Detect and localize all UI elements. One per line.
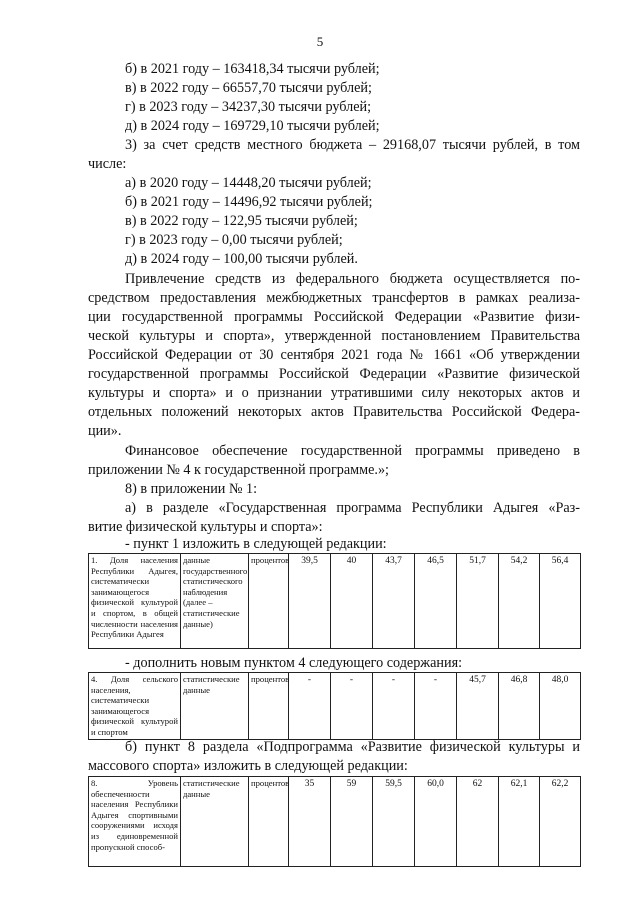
text-line: Финансовое обеспечение государственной программы приведено в bbox=[125, 443, 580, 459]
text-line: средством предоставления межбюджетных трансфертов в рамках реализа- bbox=[88, 290, 580, 306]
text-line: Привлечение средств из федерального бюджета осуществляется по- bbox=[125, 271, 580, 287]
text-line: государственной программы Российской Федерации «Развитие физической bbox=[88, 366, 580, 382]
value-cell: 62 bbox=[457, 777, 499, 867]
text-line: - дополнить новым пунктом 4 следующего содержания: bbox=[125, 655, 463, 671]
text-line: витие физической культуры и спорта»: bbox=[88, 519, 323, 535]
text-line: массового спорта» изложить в следующей редакции: bbox=[88, 758, 408, 774]
table-row bbox=[89, 777, 581, 867]
indicator-table-1 bbox=[88, 553, 581, 649]
text-line: числе: bbox=[88, 156, 127, 172]
indicator-table-2 bbox=[88, 672, 581, 740]
value-cell: 39,5 bbox=[289, 554, 331, 649]
value-cell: 62,1 bbox=[499, 777, 540, 867]
text-line: г) в 2023 году – 34237,30 тысячи рублей; bbox=[125, 99, 372, 115]
unit-cell: процентов bbox=[249, 777, 289, 867]
value-cell: - bbox=[373, 673, 415, 740]
source-cell: статистические данные bbox=[181, 777, 249, 867]
text-line: 3) за счет средств местного бюджета – 29168,07 тысячи рублей, в том bbox=[125, 137, 580, 153]
text-line: отдельных положений некоторых актов Правительства Российской Федера- bbox=[88, 404, 580, 420]
unit-cell: процентов bbox=[249, 554, 289, 649]
text-line: г) в 2023 году – 0,00 тысячи рублей; bbox=[125, 232, 343, 248]
text-line: д) в 2024 году – 100,00 тысячи рублей. bbox=[125, 251, 358, 267]
value-cell: 45,7 bbox=[457, 673, 499, 740]
value-cell: 60,0 bbox=[415, 777, 457, 867]
value-cell: 59,5 bbox=[373, 777, 415, 867]
value-cell: 51,7 bbox=[457, 554, 499, 649]
indicator-table-3 bbox=[88, 776, 581, 867]
value-cell: - bbox=[289, 673, 331, 740]
text-line: в) в 2022 году – 66557,70 тысячи рублей; bbox=[125, 80, 372, 96]
table-row bbox=[89, 673, 581, 740]
value-cell: 54,2 bbox=[499, 554, 540, 649]
text-line: б) пункт 8 раздела «Подпрограмма «Развитие физической культуры и bbox=[125, 739, 580, 755]
value-cell: 48,0 bbox=[540, 673, 581, 740]
text-line: а) в 2020 году – 14448,20 тысячи рублей; bbox=[125, 175, 372, 191]
indicator-cell: 8. Уровень обеспеченности населения Республики Адыгея спортивными сооружениями исходя из единовременной пропускной способ- bbox=[89, 777, 181, 867]
value-cell: - bbox=[415, 673, 457, 740]
text-line: ческой культуры и спорта», утвержденной постановлением Правительства bbox=[88, 328, 580, 344]
text-line: приложении № 4 к государственной программе.»; bbox=[88, 462, 389, 478]
source-cell: данные государственного статистического наблюдения (далее – статистические данные) bbox=[181, 554, 249, 649]
value-cell: 40 bbox=[331, 554, 373, 649]
text-line: б) в 2021 году – 163418,34 тысячи рублей; bbox=[125, 61, 380, 77]
indicator-cell: 4. Доля сельского населения, систематически занимающегося физической культурой и спортом bbox=[89, 673, 181, 740]
text-line: в) в 2022 году – 122,95 тысячи рублей; bbox=[125, 213, 358, 229]
table-row bbox=[89, 554, 581, 649]
value-cell: 46,5 bbox=[415, 554, 457, 649]
text-line: ции». bbox=[88, 423, 122, 439]
text-line: а) в разделе «Государственная программа Республики Адыгея «Раз- bbox=[125, 500, 580, 516]
text-line: ции государственной программы Российской Федерации «Развитие физи- bbox=[88, 309, 580, 325]
value-cell: - bbox=[331, 673, 373, 740]
value-cell: 43,7 bbox=[373, 554, 415, 649]
page-number: 5 bbox=[316, 34, 324, 49]
text-line: - пункт 1 изложить в следующей редакции: bbox=[125, 536, 387, 552]
unit-cell: процентов bbox=[249, 673, 289, 740]
value-cell: 56,4 bbox=[540, 554, 581, 649]
text-line: д) в 2024 году – 169729,10 тысячи рублей; bbox=[125, 118, 380, 134]
value-cell: 62,2 bbox=[540, 777, 581, 867]
value-cell: 46,8 bbox=[499, 673, 540, 740]
source-cell: статистические данные bbox=[181, 673, 249, 740]
indicator-cell: 1. Доля населения Республики Адыгея, систематически занимающегося физической культурой и спортом, в общей численности населения Республики Адыгея bbox=[89, 554, 181, 649]
value-cell: 59 bbox=[331, 777, 373, 867]
value-cell: 35 bbox=[289, 777, 331, 867]
text-line: Российской Федерации от 30 сентября 2021 года № 1661 «Об утверждении bbox=[88, 347, 580, 363]
text-line: 8) в приложении № 1: bbox=[125, 481, 258, 497]
text-line: б) в 2021 году – 14496,92 тысячи рублей; bbox=[125, 194, 373, 210]
text-line: культуры и спорта» и о признании утратившими силу некоторых актов и bbox=[88, 385, 580, 401]
